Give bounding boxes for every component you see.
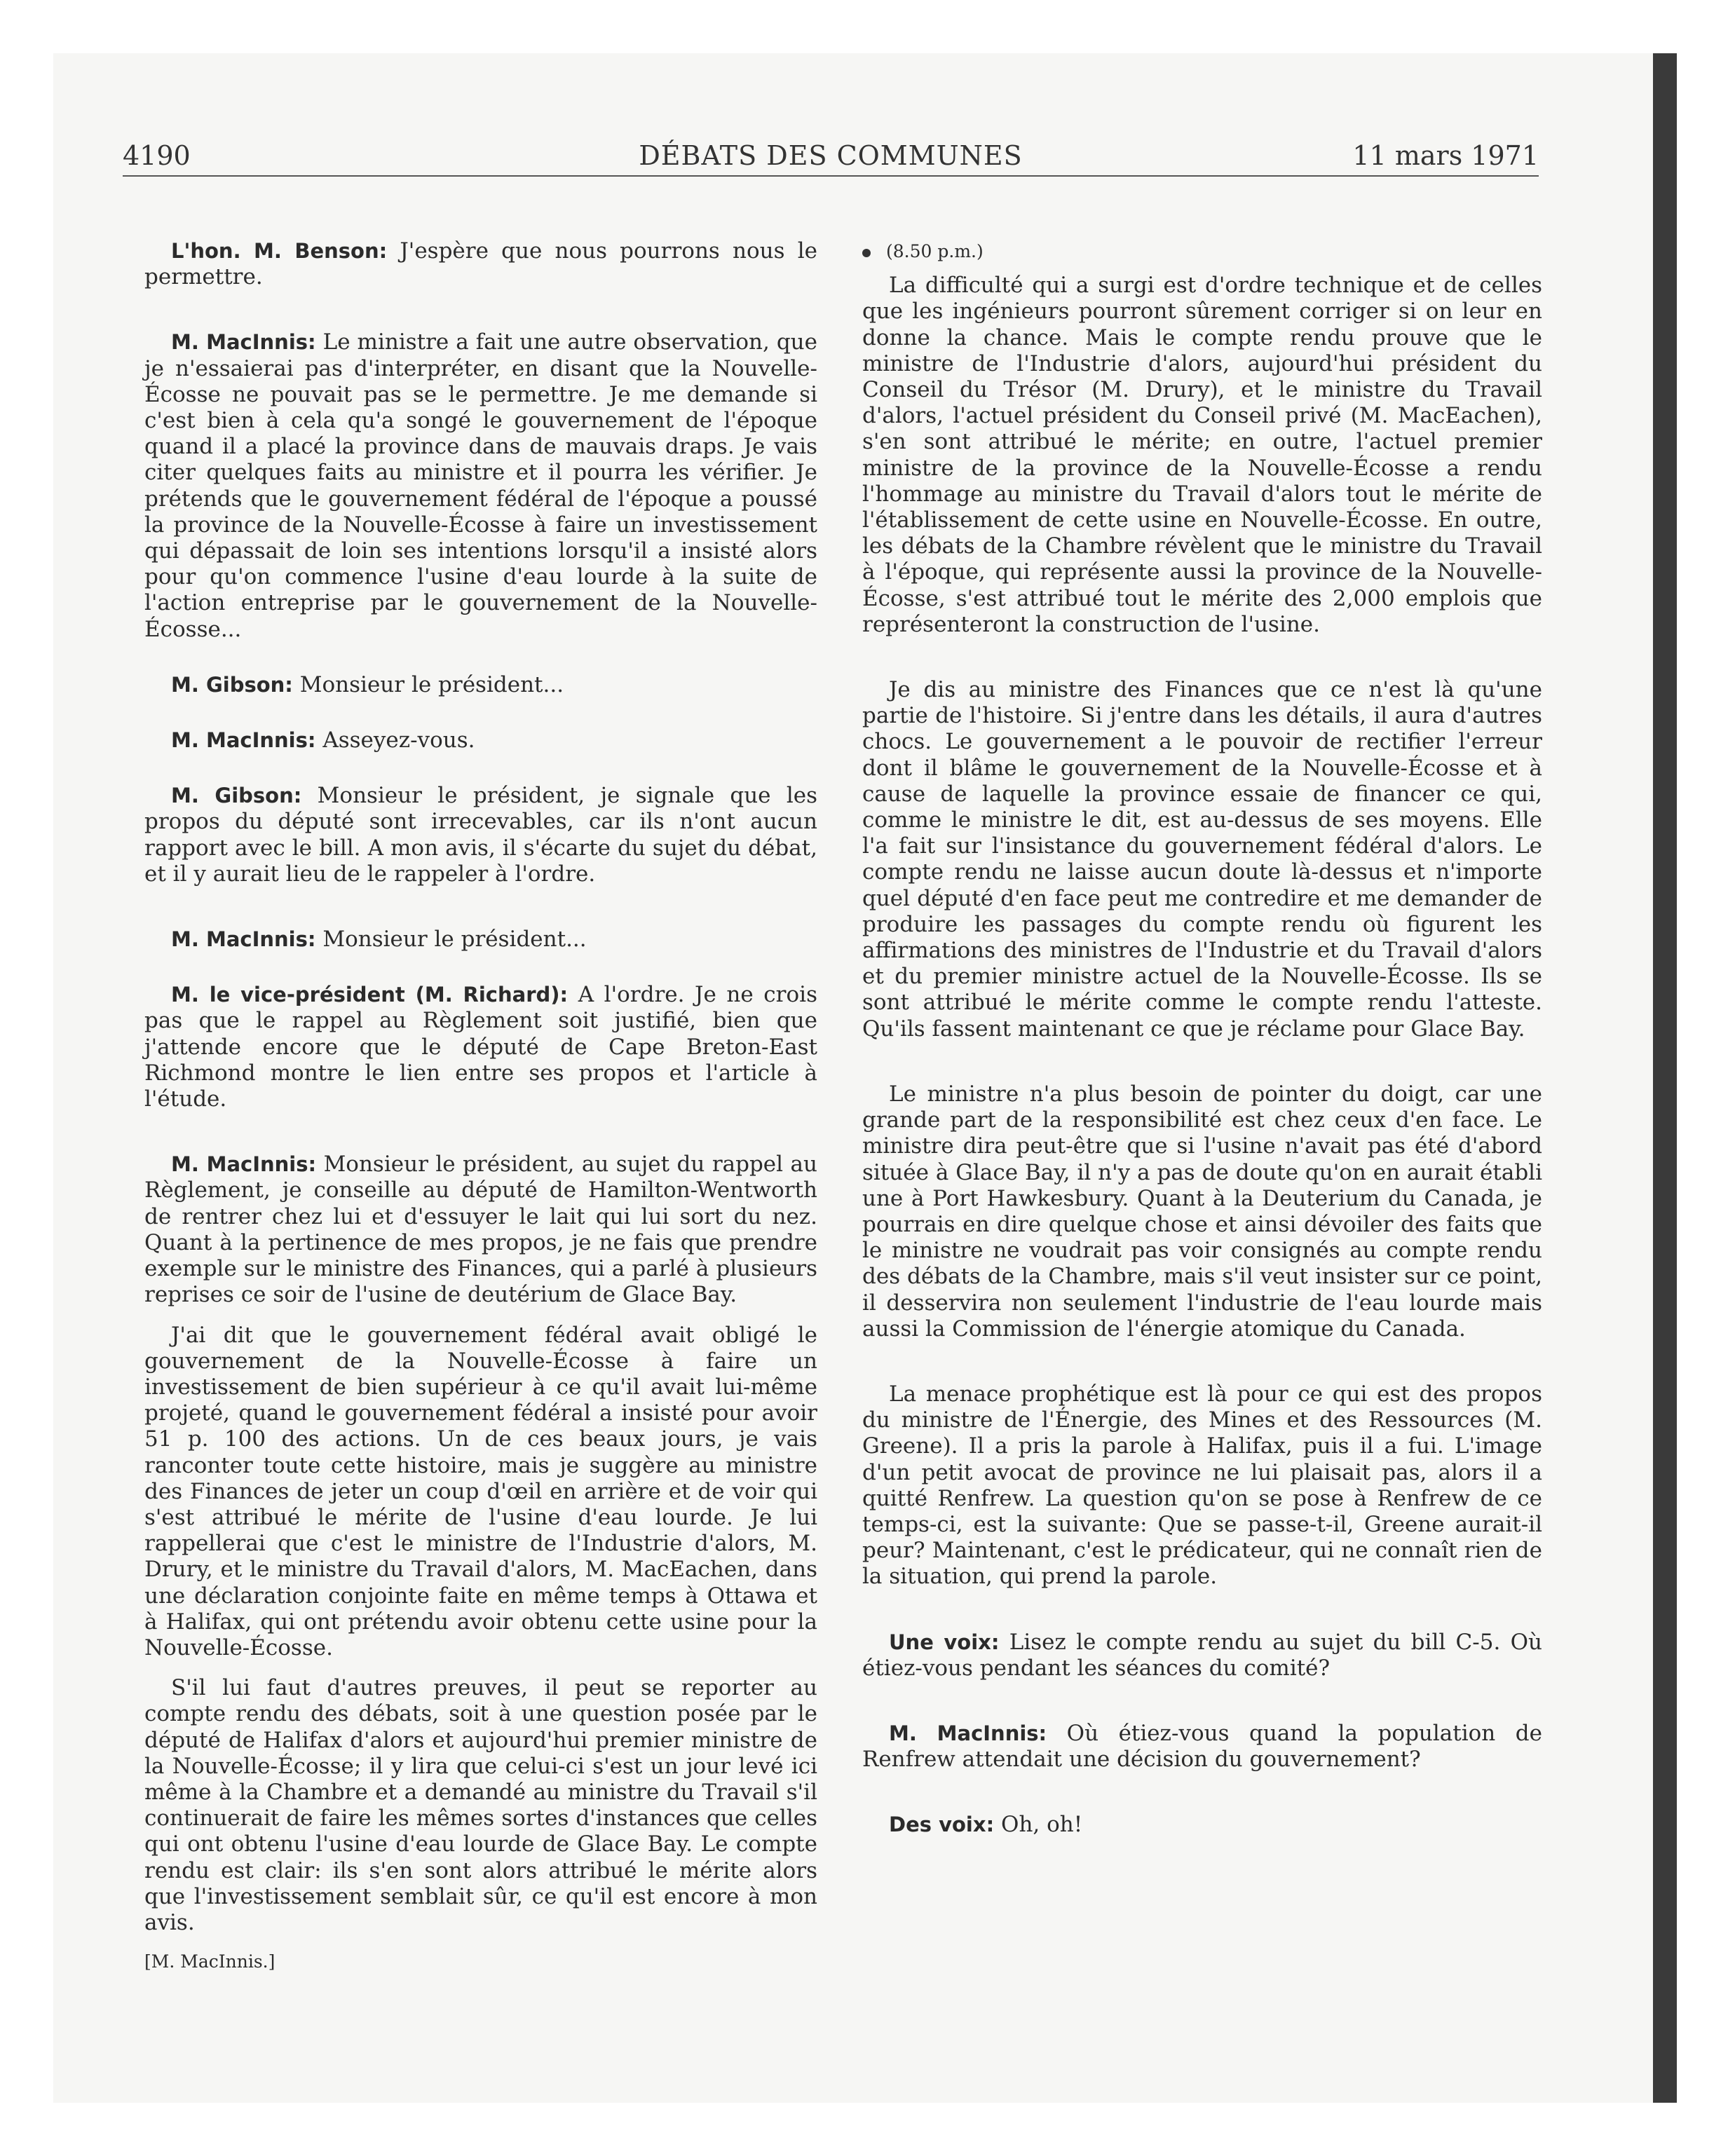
speaker-name: Des voix: (889, 1813, 995, 1837)
speaker-name: M. MacInnis: (171, 927, 316, 952)
paragraph-text: A l'ordre. Je ne crois pas que le rappel au Règlement soit justifié, bien que j'attende encore que le député de Cape Breton-East Richmond montre le lien entre ses propos et l'article à l'étude. (144, 982, 817, 1112)
paragraph (144, 238, 817, 290)
paragraph-text: Où étiez-vous quand la population de Renfrew attendait une décision du gouvernement? (862, 1720, 1542, 1773)
paragraph-text: J'espère que nous pourrons nous le permettre. (144, 238, 817, 290)
paragraph (144, 672, 817, 698)
speaker-signature: [M. MacInnis.] (144, 1951, 275, 1972)
page-number: 4190 (123, 140, 191, 171)
paragraph: Le ministre n'a plus besoin de pointer du doigt, car une grande part de la responsibilité est chez ceux d'en face. Le ministre dira peut-être que si l'usine n'avait pas été d'abord située à Glace Bay, il n'y a pas de doute qu'on en aurait établi une à Port Hawkesbury. Quant à la Deuterium du Canada, je pourrais en dire quelque chose et ainsi dévoiler des faits que le ministre ne voudrait pas voir consignés au compte rendu des débats de la Chambre, mais s'il veut insister sur ce point, il desservira non seulement l'industrie de l'eau lourde mais aussi la Commission de l'énergie atomique du Canada. (862, 1081, 1542, 1342)
paragraph-text: Monsieur le président, je signale que les propos du député sont irrecevables, car ils n'ont aucun rapport avec le bill. A mon avis, il s'écarte du sujet du débat, et il y aurait lieu de le rappeler à l'ordre. (144, 783, 817, 887)
speaker-name: M. Gibson: (171, 784, 302, 808)
binding-edge (1653, 53, 1677, 2103)
right-column (862, 238, 1542, 1838)
paragraph (144, 1152, 817, 1308)
speaker-name: Une voix: (889, 1630, 1000, 1654)
paragraph (862, 1721, 1542, 1773)
paragraph-text: Asseyez-vous. (315, 728, 475, 753)
paragraph-text: Monsieur le président, au sujet du rappel au Règlement, je conseille au député de Hamilton-Wentworth de rentrer chez lui et d'essuyer le lait qui lui sort du nez. Quant à la pertinence de mes propos, je ne fais que prendre exemple sur le ministre des Finances, qui a parlé à plusieurs reprises ce soir de l'usine de deutérium de Glace Bay. (144, 1152, 817, 1308)
paragraph (144, 329, 817, 642)
paragraph (144, 728, 817, 753)
paragraph (862, 1630, 1542, 1681)
speaker-name: M. Gibson: (171, 672, 293, 697)
speaker-name: M. MacInnis: (171, 1152, 317, 1177)
speaker-name: M. MacInnis: (171, 728, 316, 753)
left-column (144, 238, 817, 1974)
time-text: (8.50 p.m.) (886, 241, 984, 261)
paragraph: Je dis au ministre des Finances que ce n'est là qu'une partie de l'histoire. Si j'entre dans les détails, il aura d'autres chocs. Le gouvernement a le pouvoir de rectifier l'erreur dont il blâme le gouvernement de la Nouvelle-Écosse et à cause de laquelle la province essaie de financer ce qui, comme le ministre le dit, est au-dessus de ses moyens. Elle l'a fait sur l'insistance du gouvernement fédéral d'alors. Le compte rendu ne laisse aucun doute là-dessus et n'importe quel député d'en face peut me contredire et me demander de produire les passages du compte rendu où figurent les affirmations des ministres de l'Industrie et du Travail d'alors et du premier ministre actuel de la Nouvelle-Écosse. Ils se sont attribué le mérite comme le compte rendu l'atteste. Qu'ils fassent maintenant ce que je réclame pour Glace Bay. (862, 677, 1542, 1042)
paragraph: La difficulté qui a surgi est d'ordre technique et de celles que les ingénieurs pourront sûrement corriger si on leur en donne la chance. Mais le compte rendu prouve que le ministre de l'Industrie d'alors, aujourd'hui président du Conseil du Trésor (M. Drury), et le ministre du Travail d'alors, l'actuel président du Conseil privé (M. MacEachen), s'en sont attribué le mérite; en outre, l'actuel premier ministre de la province de la Nouvelle-Écosse a rendu l'hommage au ministre du Travail d'alors tout le mérite de l'établissement de cette usine en Nouvelle-Écosse. En outre, les débats de la Chambre révèlent que le ministre du Travail à l'époque, qui représente aussi la province de la Nouvelle-Écosse, s'est attribué tout le mérite des 2,000 emplois que représenteront la construction de l'usine. (862, 273, 1542, 637)
paragraph (862, 1812, 1542, 1838)
paragraph (144, 783, 817, 887)
speaker-name: M. MacInnis: (889, 1721, 1047, 1745)
paragraph-text: Oh, oh! (994, 1812, 1083, 1838)
paragraph (144, 927, 817, 953)
paragraph-text: Lisez le compte rendu au sujet du bill C-5. Où étiez-vous pendant les séances du comité? (862, 1629, 1542, 1681)
page-date: 11 mars 1971 (1352, 140, 1539, 171)
bullet-icon (862, 249, 871, 257)
speaker-name: M. MacInnis: (171, 330, 316, 355)
speaker-name: L'hon. M. Benson: (171, 239, 388, 263)
speaker-name: M. le vice-président (M. Richard): (171, 983, 569, 1007)
publication-title: DÉBATS DES COMMUNES (639, 140, 1023, 171)
paragraph-text: Monsieur le président... (292, 671, 564, 697)
paragraph: J'ai dit que le gouvernement fédéral avait obligé le gouvernement de la Nouvelle-Écosse à faire un investissement de bien supérieur à ce qu'il avait lui-même projeté, quand le gouvernement fédéral a insisté pour avoir 51 p. 100 des actions. Un de ces beaux jours, je vais ranconter toute cette histoire, mais je suggère au ministre des Finances de jeter un coup d'œil en arrière et de voir qui s'est attribué le mérite de l'usine d'eau lourde. Je lui rappellerai que c'est le ministre de l'Industrie d'alors, M. Drury, et le ministre du Travail d'alors, M. MacEachen, dans une déclaration conjointe faite en même temps à Ottawa et à Halifax, qui ont prétendu avoir obtenu cette usine pour la Nouvelle-Écosse. (144, 1322, 817, 1660)
paragraph: S'il lui faut d'autres preuves, il peut se reporter au compte rendu des débats, soit à une question posée par le député de Halifax d'alors et aujourd'hui premier ministre de la Nouvelle-Écosse; il y lira que celui-ci s'est un jour levé ici même à la Chambre et a demandé au ministre du Travail s'il continuerait de faire les mêmes sortes d'instances que celles qui ont obtenu l'usine d'eau lourde de Glace Bay. Le compte rendu est clair: ils s'en sont alors attribué le mérite alors que l'investissement semblait sûr, ce qu'il est encore à mon avis. (144, 1675, 817, 1935)
paragraph: La menace prophétique est là pour ce qui est des propos du ministre de l'Énergie, des Mines et des Ressources (M. Greene). Il a pris la parole à Halifax, puis il a fui. L'image d'un petit avocat de province ne lui plaisait pas, alors il a quitté Renfrew. La question qu'on se pose à Renfrew de ce temps-ci, est la suivante: Que se passe-t-il, Greene aurait-il peur? Maintenant, c'est le prédicateur, qui ne connaît rien de la situation, qui prend la parole. (862, 1381, 1542, 1590)
paragraph-text: Le ministre a fait une autre observation, que je n'essaierai pas d'interpréter, en disant que la Nouvelle-Écosse ne pouvait pas se le permettre. Je me demande si c'est bien à cela qu'a songé le gouvernement de l'époque quand il a placé la province dans de mauvais draps. Je vais citer quelques faits au ministre et il pourra les vérifier. Je prétends que le gouvernement fédéral de l'époque a poussé la province de la Nouvelle-Écosse à faire un investissement qui dépassait de loin ses intentions lorsqu'il a insisté alors pour qu'on commence l'usine d'eau lourde à la suite de l'action entreprise par le gouvernement de la Nouvelle-Écosse... (144, 329, 817, 642)
time-marker (862, 238, 1542, 264)
paragraph (144, 982, 817, 1112)
header-rule (123, 175, 1539, 177)
paragraph-text: Monsieur le président... (315, 927, 587, 953)
